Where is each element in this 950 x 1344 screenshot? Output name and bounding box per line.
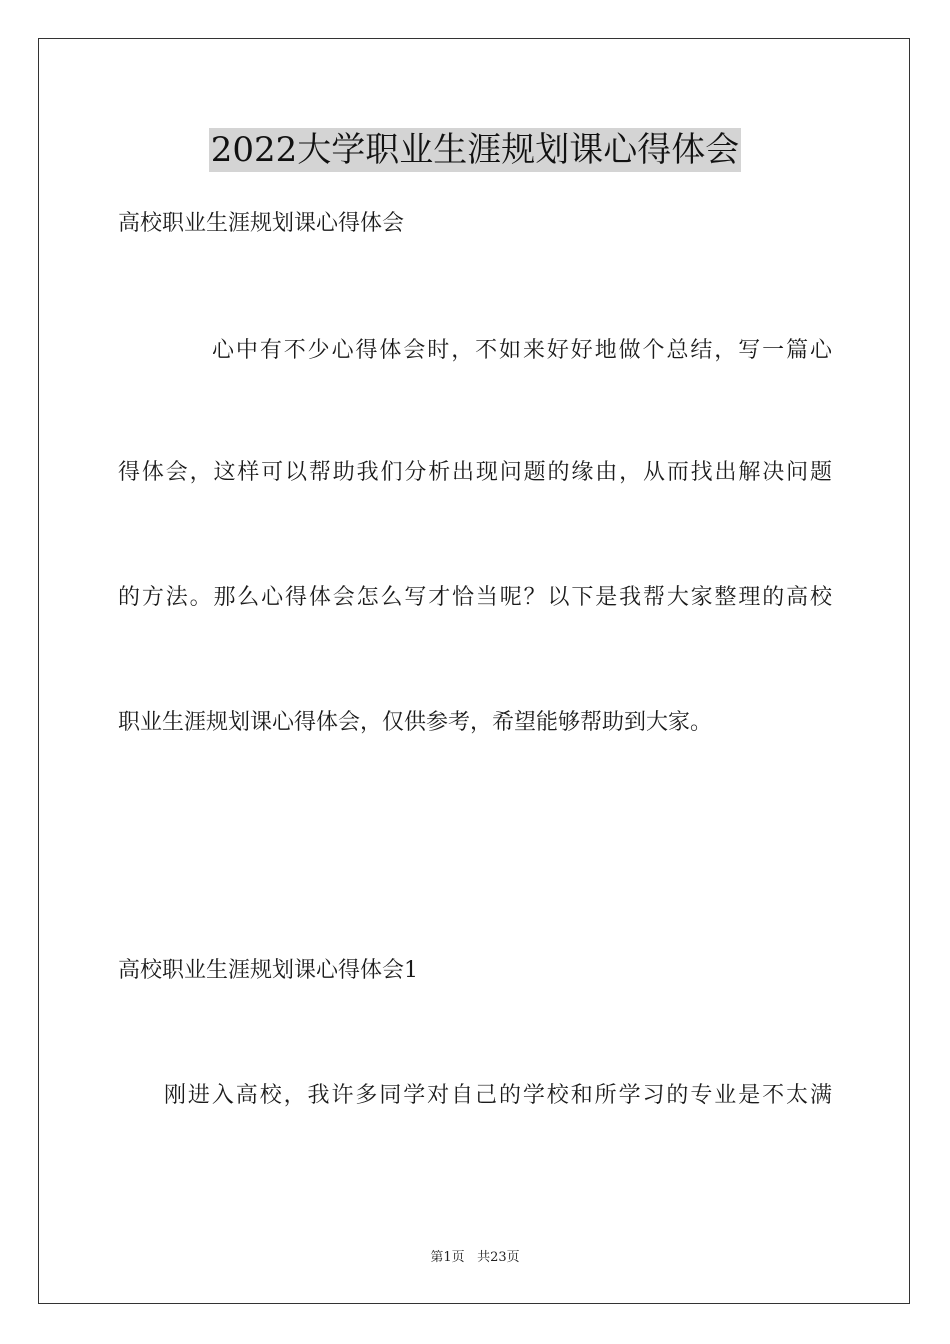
document-title: 2022大学职业生涯规划课心得体会 [210,130,740,170]
intro-line-4: 职业生涯规划课心得体会，仅供参考，希望能够帮助到大家。 [118,710,713,735]
page-footer [0,1246,950,1265]
intro-line-1: 心中有不少心得体会时，不如来好好地做个总结，写一篇心 [212,338,832,363]
section-heading-1: 高校职业生涯规划课心得体会1 [118,958,418,983]
title-container [0,128,950,172]
intro-line-2: 得体会，这样可以帮助我们分析出现问题的缘由，从而找出解决问题 [118,460,832,485]
section-heading-intro: 高校职业生涯规划课心得体会 [118,211,405,236]
page-total: 共23页 [477,1250,520,1265]
intro-line-3: 的方法。那么心得体会怎么写才恰当呢？以下是我帮大家整理的高校 [118,585,832,610]
page-number: 第1页 [430,1250,465,1265]
body-line-1: 刚进入高校，我许多同学对自己的学校和所学习的专业是不太满 [164,1083,832,1108]
